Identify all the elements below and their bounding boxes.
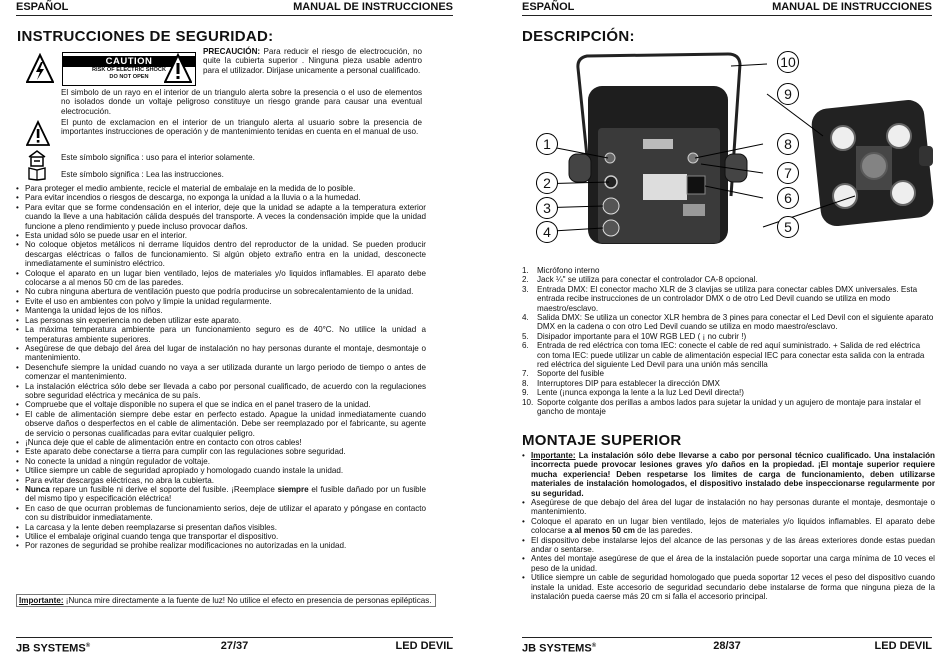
footer-product: LED DEVIL xyxy=(874,640,932,652)
header-language: ESPAÑOL xyxy=(522,1,575,13)
safety-item: • La carcasa y la lente deben reemplazarse si presentan daños visibles. xyxy=(16,523,426,532)
description-item: 8. Interruptores DIP para establecer la dirección DMX xyxy=(522,378,720,388)
callout-9: 9 xyxy=(777,83,799,105)
safety-item: • Para evitar que se forme condensación en el interior, deje que la unidad se adapte a la temperatura exterior cuando la lleve a una habitación cálida después del transporte. A veces la condensación impide que la unidad funcione a pleno rendimiento y puede incluso provocar daños. xyxy=(16,203,426,231)
lightning-warning-icon xyxy=(26,53,54,83)
callout-1: 1 xyxy=(536,133,558,155)
mount-item: • Coloque el aparato en un lugar bien ventilado, lejos de materiales y/o liquidos inflamables. El aparato debe colocarse a al menos 50 cm de las paredes. xyxy=(522,517,935,536)
footer-brand: JB SYSTEMS® xyxy=(16,642,91,655)
read-symbol-text: Este símbolo significa : Lea las instrucciones. xyxy=(61,170,224,179)
page-footer xyxy=(522,637,932,654)
page-footer xyxy=(16,637,453,654)
description-item: 10. Soporte colgante dos perillas a ambos lados para sujetar la unidad y un agujero de montaje para instalar el gancho de montaje xyxy=(522,397,921,417)
safety-item: • Mantenga la unidad lejos de los niños. xyxy=(16,306,426,315)
indoor-symbol-text: Este símbolo significa : uso para el interior solamente. xyxy=(61,153,255,162)
callout-6: 6 xyxy=(777,187,799,209)
safety-item: • Coloque el aparato en un lugar bien ventilado, lejos de materiales y/o liquidos inflamables. El aparato debe colocarse a al menos 50 cm de las paredes. xyxy=(16,269,426,288)
safety-title: INSTRUCCIONES DE SEGURIDAD: xyxy=(17,28,274,45)
footer-brand: JB SYSTEMS® xyxy=(522,642,597,655)
mount-item-important: • Importante: La instalación sólo debe llevarse a cabo por personal técnico cualificado. Una instalación incorrecta puede provocar lesiones graves y/o daños en la propiedad. ¡El montaje superior requiere mucha experiencia! Deben respetarse los limites de carga de funcionamiento, deben utilizarse materiales de instalación homologados, el dispositivo instalado debe inspeccionarse regularmente por su seguridad. xyxy=(522,451,935,498)
caution-line1: RISK OF ELECTRIC SHOCK xyxy=(92,67,166,73)
mount-item: • El dispositivo debe instalarse lejos del alcance de las personas y de las áreas exteriores donde estas puedan andar o sentarse. xyxy=(522,536,935,555)
description-item: 6. Entrada de red eléctrica con toma IEC: conecte el cable de red aquí suministrado. + Salida de red eléctrica con toma IEC: puede utilizar un cable de alimentación especial IEC para conectar esta salida con la entrada red eléctrica del siguiente Led Devil para una unión más sencilla xyxy=(522,341,925,370)
page-header xyxy=(522,1,932,16)
callout-7: 7 xyxy=(777,162,799,184)
safety-item: • Desenchufe siempre la unidad cuando no vaya a ser utilizada durante un largo periodo de tiempo o antes de comenzar el mantenimiento. xyxy=(16,363,426,382)
description-item: 7. Soporte del fusible xyxy=(522,369,605,379)
description-title: DESCRIPCIÓN: xyxy=(522,28,635,45)
precaution-body: Para reducir el riesgo de electrocución, no quite la cubierta superior . Ninguna pieza usable adentro para el utilizador. Dirijase unicamente a personal cualificado. xyxy=(203,47,422,75)
exclamation-warning-icon xyxy=(164,53,192,83)
safety-item: • Evite el uso en ambientes con polvo y limpie la unidad regularmente. xyxy=(16,297,426,306)
footer-page-number: 27/37 xyxy=(220,640,249,652)
safety-item: • Para evitar incendios o riesgos de descarga, no exponga la unidad a la lluvia o a la humedad. xyxy=(16,193,426,202)
safety-item: • Asegúrese de que debajo del área del lugar de instalación no hay personas durante el montaje, desmontaje o mantenimiento. xyxy=(16,344,426,363)
description-item: 3. Entrada DMX: El conector macho XLR de 3 clavijas se utiliza para conectar cables DMX universales. Esta entrada recibe instrucciones de un controlador DMX o de otro Led Devil cuando se utiliza en modo maestro/esclavo. xyxy=(522,284,918,313)
safety-item: • ¡Nunca deje que el cable de alimentación entre en contacto con otros cables! xyxy=(16,438,426,447)
safety-item: • Utilice el embalaje original cuando tenga que transportar el dispositivo. xyxy=(16,532,426,541)
caution-line2: DO NOT OPEN xyxy=(109,74,149,80)
safety-item: • Por razones de seguridad se prohibe realizar modificaciones no autorizadas en la unidad. xyxy=(16,541,426,550)
header-language: ESPAÑOL xyxy=(16,1,69,13)
led-devil-product-diagram xyxy=(523,46,943,258)
right-page xyxy=(475,0,950,654)
exclamation-symbol-text: El punto de exclamacion en el interior de un triangulo alerta al usuario sobre la presencia de importantes instrucciones de operación y de mantenimiento tenidas en cuenta en el manual de uso. xyxy=(61,118,422,137)
important-text: ¡Nunca mire directamente a la fuente de luz! No utilice el efecto en presencia de personas epilépticas. xyxy=(63,596,432,605)
precaution-text xyxy=(203,47,422,75)
safety-item: • No coloque objetos metálicos ni derrame líquidos dentro del reproductor de la unidad. Se pueden producir descargas eléctricas o fallos de funcionamiento. Si algún objeto extraño entra en la unidad, desconecte inmediatamente el suministro eléctrico. xyxy=(16,240,426,268)
safety-item: • Las personas sin experiencia no deben utilizar este aparato. xyxy=(16,316,426,325)
safety-item: • Este aparato debe conectarse a tierra para cumplir con las regulaciones sobre seguridad. xyxy=(16,447,426,456)
safety-item: • Para evitar descargas eléctricas, no abra la cubierta. xyxy=(16,476,426,485)
callout-3: 3 xyxy=(536,197,558,219)
callout-4: 4 xyxy=(536,221,558,243)
footer-page-number: 28/37 xyxy=(713,640,741,652)
safety-item: • No cubra ninguna abertura de ventilación puesto que podría producirse un sobrecalentamiento de la unidad. xyxy=(16,287,426,296)
safety-item: • La instalación eléctrica sólo debe ser llevada a cabo por personal cualificado, de acuerdo con la regulaciones sobre seguridad eléctrica y mecánica de su país. xyxy=(16,382,426,401)
important-lead: Importante: xyxy=(19,596,64,605)
callout-2: 2 xyxy=(536,172,558,194)
safety-item: • No conecte la unidad a ningún regulador de voltaje. xyxy=(16,457,426,466)
safety-bullet-list xyxy=(16,184,426,551)
description-item: 1. Micrófono interno xyxy=(522,266,600,275)
description-numbered-list xyxy=(522,266,935,417)
page-header xyxy=(16,1,453,16)
mounting-title: MONTAJE SUPERIOR xyxy=(522,432,682,449)
important-box xyxy=(16,594,436,607)
caution-title: CAUTION xyxy=(63,56,195,67)
left-page xyxy=(0,0,475,654)
callout-10: 10 xyxy=(777,51,799,73)
description-item: 2. Jack ¼" se utiliza para conectar el controlador CA-8 opcional. xyxy=(522,275,758,285)
safety-item: • Nunca repare un fusible ni derive el soporte del fusible. ¡Reemplace siempre el fusible dañado por un fusible del mismo tipo y especificación eléctrica! xyxy=(16,485,426,504)
mounting-bullet-list xyxy=(522,451,935,602)
description-item: 4. Salida DMX: Se utiliza un conector XLR hembra de 3 pines para conectar el Led Devil con el siguiente aparato DMX en la cadena o con otro Led Devil cuando se utiliza en modo maestro/esclavo. xyxy=(522,313,934,332)
header-manual: MANUAL DE INSTRUCCIONES xyxy=(772,1,932,13)
safety-item: • Compruebe que el voltaje disponible no supera el que se indica en el panel trasero de la unidad. xyxy=(16,400,426,409)
safety-item: • El cable de alimentación siempre debe estar en perfecto estado. Apague la unidad inmediatamente cuando observe daños o desperfectos en el cable de alimentación. Debe ser reemplazado por el fabricante, su agente de servicio o personas cualificadas para evitar cualquier peligro. xyxy=(16,410,426,438)
footer-product: LED DEVIL xyxy=(395,640,453,652)
safety-item: • La máxima temperatura ambiente para un funcionamiento seguro es de 40°C. No utilice la unidad a temperaturas ambiente superiores. xyxy=(16,325,426,344)
mount-item: • Antes del montaje asegúrese de que el área de la instalación puede soportar una carga mínima de 10 veces el peso de la unidad. xyxy=(522,554,935,573)
safety-item: • En caso de que ocurran problemas de funcionamiento serios, deje de utilizar el aparato y póngase en contacto con su distribuidor inmediatamente. xyxy=(16,504,426,523)
safety-item: • Para proteger el medio ambiente, recicle el material de embalaje en la medida de lo posible. xyxy=(16,184,426,193)
safety-item: • Esta unidad sólo se puede usar en el interior. xyxy=(16,231,426,240)
mount-item: • Asegúrese de que debajo del área del lugar de instalación no hay personas durante el montaje, desmontaje o mantenimiento. xyxy=(522,498,935,517)
lightning-symbol-text: El simbolo de un rayo en el interior de un triangulo alerta sobre la presencia o el uso de elementos no isolados donde un voltaje peligroso constituye un riesgo grande para causar una eventual electrocución. xyxy=(61,88,422,116)
callout-5: 5 xyxy=(777,216,799,238)
mount-item: • Utilice siempre un cable de seguridad homologado que pueda soportar 12 veces el peso del dispositivo cuando instale la unidad. Este accesorio de seguridad secundario debe instalarse de forma que ninguna pieza de la instalación pueda caerse más 20 cm si falla el accesorio principal. xyxy=(522,573,935,601)
header-manual: MANUAL DE INSTRUCCIONES xyxy=(293,1,453,13)
read-instructions-icon xyxy=(27,165,47,181)
exclamation-warning-icon-small xyxy=(26,120,50,146)
callout-8: 8 xyxy=(777,133,799,155)
description-item: 5. Disipador importante para el 10W RGB LED ( ¡ no cubrir !) xyxy=(522,331,747,341)
precaution-lead: PRECAUCIÓN: xyxy=(203,47,261,56)
description-item: 9. Lente (¡nunca exponga la lente a la luz Led Devil directa!) xyxy=(522,388,744,398)
safety-item: • Utilice siempre un cable de seguridad apropiado y homologado cuando instale la unidad. xyxy=(16,466,426,475)
